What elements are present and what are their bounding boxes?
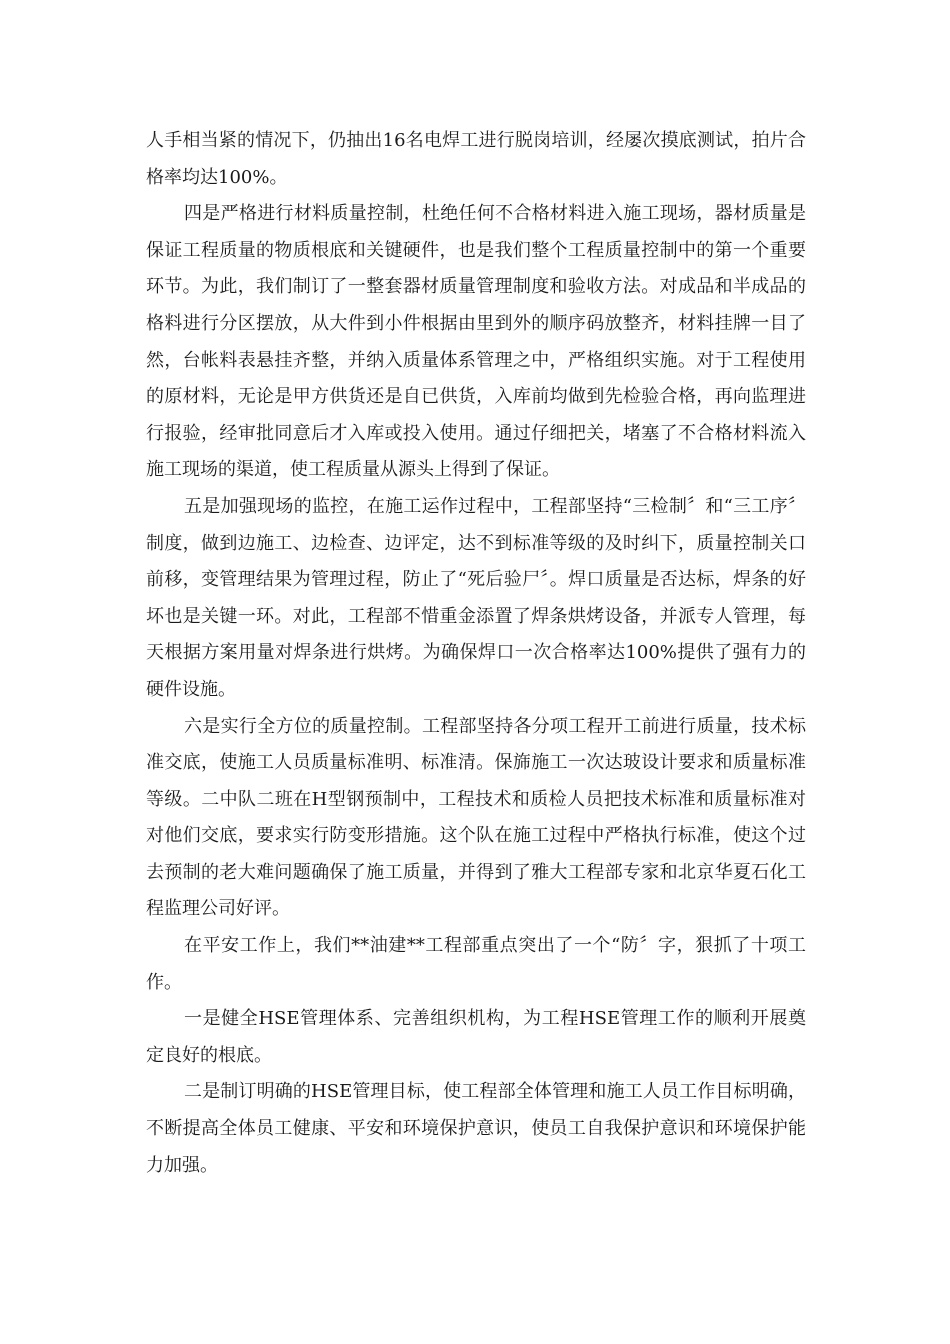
paragraph-hse-system: 一是健全HSE管理体系、完善组织机构，为工程HSE管理工作的顺利开展奠定良好的根底。 (146, 1008, 806, 1066)
paragraph-continued: 人手相当紧的情况下，仍抽出16名电焊工进行脱岗培训，经屡次摸底测试，拍片合格率均达100%。 (146, 130, 806, 188)
document-body (146, 123, 806, 1184)
paragraph-material-quality: 四是严格进行材料质量控制，杜绝任何不合格材料进入施工现场，器材质量是保证工程质量的物质根底和关键硬件，也是我们整个工程质量控制中的第一个重要环节。为此，我们制订了一整套器材质量管理制度和验收方法。对成品和半成品的格料进行分区摆放，从大件到小件根据由里到外的顺序码放整齐，材料挂牌一目了然，台帐料表悬挂齐整，并纳入质量体系管理之中，严格组织实施。对于工程使用的原材料，无论是甲方供货还是自已供货，入库前均做到先检验合格，再向监理进行报验，经审批同意后才入库或投入使用。通过仔细把关，堵塞了不合格材料流入施工现场的渠道，使工程质量从源头上得到了保证。 (146, 203, 806, 481)
paragraph-quality-control: 六是实行全方位的质量控制。工程部坚持各分项工程开工前进行质量，技术标准交底，使施工人员质量标准明、标准清。保旆施工一次达玻设计要求和质量标准等级。二中队二班在H型钢预制中，工程技术和质检人员把技术标准和质量标准对对他们交底，要求实行防变形措施。这个队在施工过程中严格执行标准，使这个过去预制的老大难问题确保了施工质量，并得到了雅大工程部专家和北京华夏石化工程监理公司好评。 (146, 715, 806, 920)
paragraph-safety-work: 在平安工作上，我们**油建**工程部重点突出了一个“防〞字，狠抓了十项工作。 (146, 935, 806, 993)
paragraph-site-monitoring: 五是加强现场的监控，在施工运作过程中，工程部坚持“三检制〞和“三工序〞制度，做到边施工、边检查、边评定，达不到标准等级的及时纠下，质量控制关口前移，变管理结果为管理过程，防止了“死后验尸〞。焊口质量是否达标，焊条的好坏也是关键一环。对此，工程部不惜重金添置了焊条烘烤设备，并派专人管理，每天根据方案用量对焊条进行烘烤。为确保焊口一次合格率达100%提供了强有力的硬件设施。 (146, 495, 806, 700)
paragraph-hse-goals: 二是制订明确的HSE管理目标，使工程部全体管理和施工人员工作目标明确，不断提高全体员工健康、平安和环境保护意识，使员工自我保护意识和环境保护能力加强。 (146, 1081, 806, 1176)
